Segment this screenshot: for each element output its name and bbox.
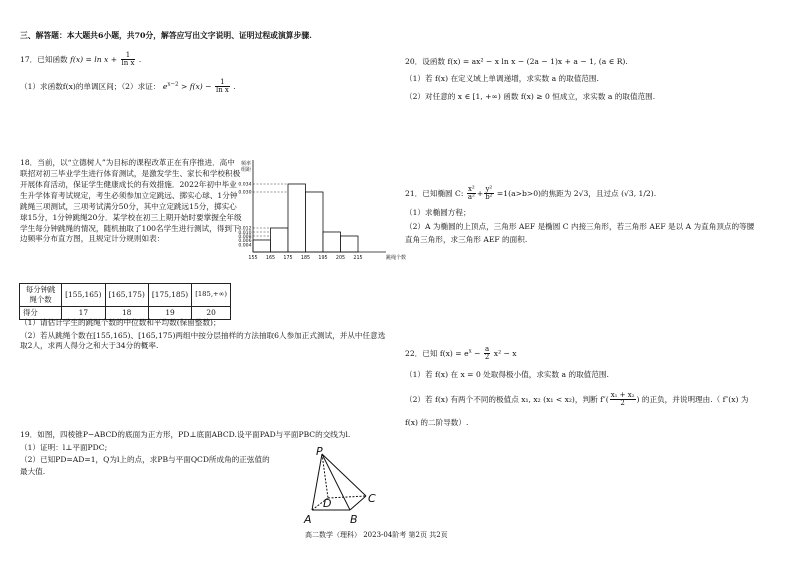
q22-prefix: 22．已知 f(x) = e — [405, 348, 469, 358]
y-axis-label: 频率 — [241, 161, 252, 167]
q22-sub2-part-b: ) 的正负，并说明理由.（ f″(x) 为 — [636, 394, 749, 404]
vertex-label-b: B — [350, 513, 358, 526]
q17-part2-end: . — [233, 81, 236, 91]
y-tick-label: 0.008 — [238, 235, 252, 240]
histogram-bar — [288, 184, 306, 252]
vertex-label-p: P — [316, 445, 323, 458]
q19-sub1: （1）证明：l⊥平面PDC; — [20, 443, 108, 452]
table-cell: 18 — [105, 306, 148, 319]
y-tick-label: 0.030 — [238, 190, 252, 196]
histogram-bar — [341, 236, 359, 252]
vertex-label-c: C — [368, 492, 376, 505]
q17-part2-frac-den: ln x — [215, 86, 229, 95]
edge-bc — [350, 496, 366, 510]
table-cell: 17 — [62, 306, 105, 319]
q22-sub2-fraction — [610, 392, 636, 408]
q17-frac-den: ln x — [121, 59, 135, 68]
q21-plus: + — [476, 188, 484, 198]
x-tick-label: 155 — [248, 256, 258, 261]
table-cell: 每分钟跳绳个数 — [20, 284, 62, 307]
q17-part2-frac-num: 1 — [215, 79, 230, 87]
q17-part1: （1）求函数f(x)的单调区间；（2）求证： — [20, 81, 161, 91]
edge-pa — [312, 454, 322, 510]
q22-fraction — [484, 346, 490, 362]
q21-frac-den-y: b² — [485, 193, 493, 202]
y-tick-label: 0.006 — [238, 239, 252, 245]
q22-sub2-frac-den: 2 — [620, 399, 625, 408]
q18-sub1: （1）请估计学生的跳绳个数的中位数和平均数(保留整数)； — [20, 318, 221, 327]
frequency-histogram — [236, 158, 407, 270]
histogram-bar — [253, 240, 271, 252]
y-tick-label: 0.034 — [238, 182, 252, 188]
q18-stem: 18．当前，以“立德树人”为目标的课程改革正在有序推进．高中联招对初三毕业学生进行体育测试，是激发学生、家长和学校积极开展体育活动，保证学生健康成长的有效措施．2022年初中毕业生升学体育考试规定，考生必须参加立定跳远、掷实心球、1分钟跳绳三项测试，三项考试满分50分，其中立定跳远15分，掷实心球15分，1分钟跳绳20分．某学校在初三上期开始时要掌握全年级学生每分钟跳绳的情况，随机抽取了100名学生进行测试，得到下边频率分布直方图，且规定计分规则如表： — [20, 158, 242, 244]
q21-sub1: （1）求椭圆方程； — [405, 208, 471, 217]
x-tick-label: 195 — [318, 256, 328, 261]
pyramid-figure — [300, 444, 390, 526]
q21-frac-den-x: a² — [467, 193, 475, 202]
x-tick-label: 175 — [283, 256, 293, 261]
q22-sub1: （1）若 f(x) 在 x = 0 处取得极小值，求实数 a 的取值范围. — [405, 370, 609, 379]
q22-frac-den: 2 — [484, 353, 490, 362]
q17-parts — [20, 79, 236, 95]
q21-ellipse-frac-y — [484, 186, 493, 202]
edge-pc — [322, 454, 366, 496]
vertex-label-d: D — [323, 497, 332, 510]
q17-part2-expr: > f(x) − — [180, 81, 212, 91]
x-tick-label: 165 — [265, 256, 276, 261]
table-cell: 20 — [192, 306, 231, 319]
q21-sub2a: （2）A 为椭圆的上顶点，三角形 AEF 是椭圆 C 内接三角形，若三角形 AEF 是以 A 为直角顶点的等腰 — [405, 222, 755, 231]
score-table-header-row — [20, 284, 231, 307]
table-cell: [185,+∞) — [192, 284, 231, 307]
q20-stem: 20．设函数 f(x) = ax² − x ln x − (2a − 1)x + a − 1, (a ∈ R). — [405, 57, 628, 66]
q22-sub2 — [405, 392, 749, 408]
x-axis-label: 跳绳个数 — [385, 255, 407, 261]
q21-frac-num-y: y² — [485, 185, 493, 193]
q20-sub1: （1）若 f(x) 在定义域上单调递增，求实数 a 的取值范围. — [405, 74, 599, 83]
x-tick-label: 215 — [353, 256, 363, 261]
q21-sub2b: 直角三角形，求三角形 AEF 的面积. — [405, 235, 528, 244]
q17-stem — [20, 52, 141, 68]
section-header: 三、解答题：本大题共6小题，共70分，解答应写出文字说明、证明过程或演算步骤. — [20, 31, 312, 40]
q17-part2-fraction — [215, 79, 230, 95]
q21-point: (√3, 1/2) — [621, 188, 654, 198]
q22-sub2-frac-num: x₁ + x₂ — [610, 391, 635, 399]
q19-sub2a: （2）已知PD=AD=1，Q为l上的点，求PB与平面QCD所成角的正弦值的 — [20, 455, 270, 464]
x-tick-label: 185 — [300, 256, 311, 261]
q21-end: . — [653, 188, 657, 198]
q21-stem — [405, 186, 656, 202]
table-cell: [155,165) — [62, 284, 105, 307]
vertex-label-a: A — [304, 513, 312, 526]
q18-sub2: （2）若从跳绳个数在[155,165)、[165,175)两组中按分层抽样的方法抽取6人参加正式测试，并从中任意选取2人，求两人得分之和大于34分的概率. — [20, 331, 386, 351]
y-tick-label: 0.010 — [238, 230, 252, 236]
score-table — [19, 283, 231, 320]
table-cell: 得分 — [20, 306, 62, 319]
page-footer: 高二数学（理科） 2023-04阶考 第2页 共2页 — [305, 531, 448, 539]
edge-dc — [328, 496, 366, 498]
table-cell: [175,185) — [148, 284, 191, 307]
q21-frac-num-x: x² — [467, 185, 475, 193]
q22-stem — [405, 346, 517, 362]
q21-ellipse-frac-x — [467, 186, 476, 202]
q17-part2-base: e — [162, 81, 168, 91]
q19-sub2b: 最大值. — [20, 467, 46, 476]
q17-function: f(x) = ln x + — [70, 54, 118, 64]
q17-prefix: 17．已知函数 — [20, 54, 68, 64]
y-axis-label: 组距 — [241, 167, 252, 173]
q21-prefix: 21．已知椭圆 C: — [405, 188, 464, 198]
x-tick-label: 205 — [335, 256, 346, 261]
q17-suffix: . — [138, 54, 142, 64]
table-cell: [165,175) — [105, 284, 148, 307]
q22-exp: x — [468, 348, 472, 355]
q19-stem: 19．如图，四棱锥P−ABCD的底面为正方形，PD⊥底面ABCD.设平面PAD与平面PBC的交线为l. — [20, 430, 351, 439]
q22-minus: − — [474, 348, 481, 358]
q17-fraction — [121, 52, 136, 68]
q22-frac-num: a — [485, 345, 490, 353]
q21-stem-text: =1(a>b>0)的焦距为 2√3，且过点 — [496, 188, 619, 198]
y-tick-label: 0.012 — [238, 226, 252, 232]
histogram-bar — [323, 232, 341, 252]
q22-tail: x² − x — [493, 348, 517, 358]
histogram-bar — [271, 228, 289, 252]
q20-sub2: （2）对任意的 x ∈ [1, +∞) 函数 f(x) ≥ 0 恒成立，求实数 a 的取值范围. — [405, 92, 656, 101]
histogram-bar — [306, 192, 324, 252]
table-cell: 19 — [148, 306, 191, 319]
q17-frac-num: 1 — [121, 52, 136, 60]
q22-sub2c: f(x) 的二阶导数）. — [405, 418, 469, 427]
q17-part2-exp: x−2 — [167, 81, 179, 88]
y-tick-label: 0.004 — [238, 243, 252, 249]
q22-sub2-part-a: （2）若 f(x) 有两个不同的极值点 x₁, x₂ (x₁ < x₂)，判断 f″( — [405, 394, 609, 404]
